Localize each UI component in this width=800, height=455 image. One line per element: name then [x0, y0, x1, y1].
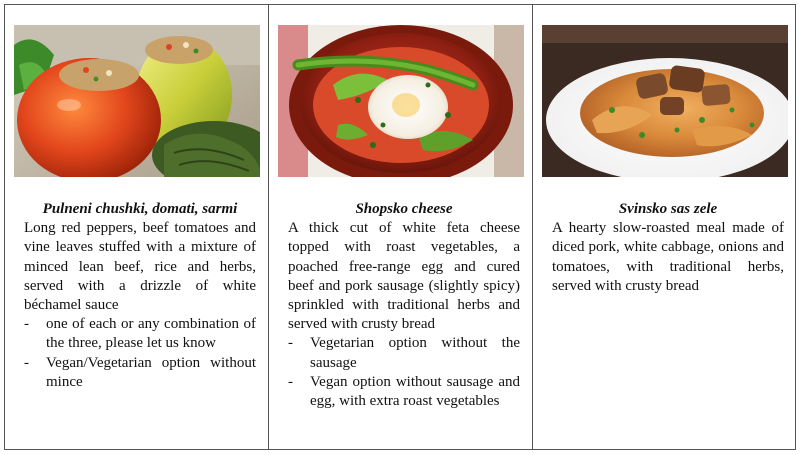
- dish-2-option-1: - Vegetarian option without the sausage: [288, 335, 520, 371]
- dish-3-text: [552, 200, 784, 296]
- dish-3-description: A hearty slow-roasted meal made of diced pork, white cabbage, onions and tomatoes, with traditional herbs, served with crusty bread: [552, 220, 784, 294]
- menu-column-2: [268, 5, 532, 449]
- shopsko-cheese-photo: [278, 25, 524, 177]
- dish-1-text: [24, 200, 256, 392]
- dish-1-options: [24, 315, 256, 392]
- pork-cabbage-image: [542, 25, 788, 177]
- menu-column-3: [532, 5, 795, 449]
- bullet-dash: -: [288, 335, 293, 352]
- stuffed-peppers-image: [14, 25, 260, 177]
- pork-cabbage-photo: [542, 25, 788, 177]
- dish-1-title: Pulneni chushki, domati, sarmi: [42, 201, 238, 217]
- dish-3-title: Svinsko sas zele: [618, 201, 718, 217]
- menu-table: [4, 4, 796, 450]
- shopsko-cheese-image: [278, 25, 524, 177]
- dish-2-options: [288, 334, 520, 411]
- bullet-dash: -: [288, 373, 293, 390]
- stuffed-peppers-photo: [14, 25, 260, 177]
- bullet-dash: -: [24, 354, 29, 371]
- dish-1-description: Long red peppers, beef tomatoes and vine leaves stuffed with a mixture of minced lean beef, rice and herbs, served with a drizzle of white béchamel sauce: [24, 220, 256, 314]
- dish-1-option-2: - Vegan/Vegetarian option without mince: [24, 354, 256, 390]
- dish-2-option-2: - Vegan option without sausage and egg, with extra roast vegetables: [288, 373, 520, 410]
- dish-2-title: Shopsko cheese: [355, 201, 453, 217]
- dish-2-description: A thick cut of white feta cheese topped with roast vegetables, a poached free-range egg and cured beef and pork sausage (slightly spicy) sprinkled with traditional herbs and served with crusty bread: [288, 220, 520, 333]
- bullet-dash: -: [24, 316, 29, 333]
- dish-2-text: [288, 200, 520, 411]
- menu-column-1: [5, 5, 268, 449]
- dish-1-option-1: - one of each or any combination of the three, please let us know: [24, 316, 256, 352]
